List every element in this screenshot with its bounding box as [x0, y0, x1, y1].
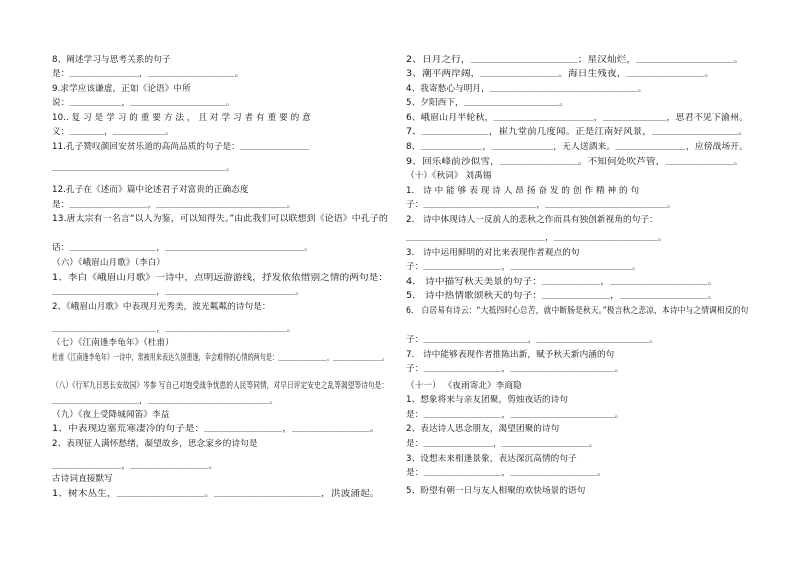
section-9-q2-prompt: 2、表现征人满怀愁绪，凝望故乡，思念家乡的诗句是: [52, 439, 258, 449]
section-10-q2-prompt: 2． 诗中体现诗人一反前人的悲秋之作而具有独创新视角的句子：: [406, 215, 658, 225]
question-9-blank: 说：＿＿＿＿＿＿，＿＿＿＿＿＿＿＿＿＿＿。: [52, 98, 235, 108]
section-9-heading: （九）《夜上受降城闻笛》李益: [52, 410, 170, 420]
recitation-q2: 2、日月之行，＿＿＿＿＿＿＿＿＿＿＿；星汉灿烂，＿＿＿＿＿＿＿＿＿＿。: [406, 55, 744, 65]
section-10-heading: （十）《秋词》 刘禹锡: [406, 171, 492, 181]
section-10-q1-prompt: 1． 诗 中 能 够 表 现 诗 人 昂 扬 奋 发 的 创 作 精 神 的 句: [406, 186, 640, 196]
question-11-blank: ＿＿＿＿＿＿＿＿＿＿＿＿＿＿＿＿＿＿＿＿。: [52, 163, 235, 173]
section-7-heading: （七）《江南逢李龟年》（杜甫）: [52, 338, 174, 348]
question-10-prompt: 10.. 复 习 是 学 习 的 重 要 方 法 ， 且 对 学 习 者 有 重 要 的 意: [52, 113, 311, 123]
section-10-q4: 4． 诗中描写秋天美景的句子：＿＿＿＿＿＿，＿＿＿＿＿＿＿＿＿＿。: [406, 277, 718, 287]
section-11-q1-prompt: 1、想象将来与亲友团聚，剪烛夜话的诗句: [406, 395, 569, 405]
section-10-q3-blank: 子：＿＿＿＿＿＿＿＿＿，＿＿＿＿＿＿＿＿＿＿＿＿＿＿。: [406, 262, 641, 272]
section-11-q2-blank: 是：＿＿＿＿＿＿＿＿，＿＿＿＿＿＿＿＿＿＿。: [406, 439, 598, 449]
question-11-prompt: 11.孔子赞叹颜回安贫乐道的高尚品质的句子是：＿＿＿＿＿＿＿＿: [52, 142, 310, 152]
section-11-q1-blank: 是：＿＿＿＿＿＿＿＿＿，＿＿＿＿＿＿＿＿＿＿＿＿。: [406, 410, 624, 420]
section-9-q2-blank: ＿＿＿＿＿＿＿＿，＿＿＿＿＿＿＿＿＿。: [52, 461, 218, 471]
section-6-q2-blank: ＿＿＿＿＿＿＿＿＿＿＿＿，＿＿＿＿＿＿＿＿＿＿＿＿＿＿。: [52, 324, 296, 334]
question-12-prompt: 12.孔子在《述而》篇中论述君子对富贵的正确态度: [52, 185, 249, 195]
section-11-q5-prompt: 5、盼望有朝一日与友人相聚的欢快场景的语句: [406, 486, 586, 496]
section-10-q6-blank: 子：＿＿＿＿＿＿＿＿＿＿＿＿，＿＿＿＿＿＿＿＿＿＿＿＿＿。: [406, 335, 659, 345]
question-10-blank: 义：＿＿＿＿，＿＿＿＿＿＿。: [52, 127, 174, 137]
section-11-q3-prompt: 3、设想未来相逢景象，表达深沉高情的句子: [406, 454, 577, 464]
section-7-question: 杜甫《江南逢李龟年》一诗中，常被用来表达久别重逢，幸会难得的心情的两句是：＿＿＿＿＿＿＿＿，＿＿＿＿＿＿＿＿。: [52, 353, 389, 363]
question-13-blank: 话：＿＿＿＿＿＿＿＿＿＿，＿＿＿＿＿＿＿＿＿＿＿＿＿＿＿＿。: [52, 243, 313, 253]
section-6-heading: （六）《峨眉山月歌》（李白）: [52, 258, 166, 268]
question-13-prompt: 13.唐太宗有一名言“以人为鉴，可以知得失。”由此我们可以联想到《论语》中孔子的: [52, 214, 388, 224]
question-8-prompt: 8、阐述学习与思考关系的句子: [52, 55, 171, 65]
section-6-q1-prompt: 1、李白《峨眉山月歌》一诗中，点明远游游线，抒发依依惜别之情的两句是：: [52, 273, 389, 283]
section-10-q5: 5． 诗中热情歌颂秋天的句子：＿＿＿＿＿＿＿，＿＿＿＿＿＿＿＿＿。: [406, 291, 718, 301]
question-8-blank: 是：＿＿＿＿＿＿＿＿，＿＿＿＿＿＿＿＿＿＿。: [52, 69, 244, 79]
recitation-heading: 古诗词直接默写: [52, 474, 113, 484]
section-8-blank: ＿＿＿＿＿＿＿＿＿＿，＿＿＿＿＿＿＿＿＿＿＿＿＿＿。: [52, 396, 279, 406]
section-10-q1-blank: 子：＿＿＿＿＿＿＿＿＿＿＿＿＿，＿＿＿＿＿＿＿＿＿＿＿＿＿＿。: [406, 200, 676, 210]
section-8-question: （八）《行军九日思长安故园》岑参 写自己对饱受战争忧患的人民等同情，对早日评定安史之乱等渴望等诗句是：: [52, 381, 389, 391]
recitation-q4: 4、我寄愁心与明月，＿＿＿＿＿＿＿＿＿＿＿＿＿＿＿＿＿。: [406, 84, 647, 94]
section-10-q3-prompt: 3． 诗中运用鲜明的对比来表现作者观点的句: [406, 248, 580, 258]
recitation-q3: 3、潮平两岸阔，＿＿＿＿＿＿＿＿。海日生残夜，＿＿＿＿＿＿＿＿。: [406, 69, 715, 79]
recitation-q8: 8、＿＿＿＿＿＿＿，＿＿＿＿＿＿＿，无人送酒来。＿＿＿＿＿＿＿＿，应傍战场开。: [406, 142, 748, 152]
section-6-q1-blank: ＿＿＿＿＿＿＿＿＿＿＿＿，＿＿＿＿＿＿＿＿＿＿＿＿＿＿＿。: [52, 287, 305, 297]
section-11-q3-blank: 是：＿＿＿＿＿＿＿＿＿，＿＿＿＿＿＿＿＿＿＿。: [406, 468, 606, 478]
recitation-q9: 9、回乐峰前沙似雪，＿＿＿＿＿＿＿＿。不知何处吹芦管，＿＿＿＿＿＿＿。: [406, 157, 744, 167]
section-9-q1: 1、中表现边塞荒寒凄冷的句子是：＿＿＿＿＿＿＿＿，＿＿＿＿＿＿＿＿。: [52, 424, 380, 434]
section-11-q2-prompt: 2、表达诗人思念朋友，渴望团聚的诗句: [406, 424, 560, 434]
section-10-q2-blank: ＿＿＿＿＿＿＿＿＿＿＿＿＿＿＿＿，＿＿＿＿＿＿＿＿＿＿＿＿。: [406, 233, 667, 243]
recitation-q1: 1、树木丛生，＿＿＿＿＿＿＿＿＿。＿＿＿＿＿＿＿＿＿＿＿，洪波涌起。: [52, 489, 380, 499]
question-9-prompt: 9.求学应该谦虚，正如《论语》中所: [52, 84, 191, 94]
recitation-q5: 5、夕阳西下，＿＿＿＿＿＿＿＿＿＿＿。: [406, 98, 569, 108]
section-6-q2-prompt: 2、《峨眉山月歌》中表现月光秀美，波光粼粼的诗句是：: [52, 302, 271, 312]
recitation-q6: 6、峨眉山月半轮秋，＿＿＿＿＿＿＿＿＿＿＿，＿＿＿＿＿＿＿，思君不见下渝州。: [406, 113, 749, 123]
section-11-heading: （十一） 《夜雨寄北》李商隐: [406, 381, 522, 391]
section-10-q7-prompt: 7． 诗中能够表现作者推陈出新，赋予秋天新内涵的句: [406, 350, 615, 360]
question-12-blank: 是：＿＿＿＿＿＿＿＿＿，＿＿＿＿＿＿＿＿＿＿＿＿＿＿＿。: [52, 200, 296, 210]
section-10-q6-prompt: 6． 白居易有诗云：“大抵四时心总苦，就中断肠是秋天。”极言秋之悲凉，本诗中与之情调相反的句: [406, 306, 749, 316]
section-10-q7-blank: 子：＿＿＿＿＿＿＿＿＿，＿＿＿＿＿＿＿＿＿＿＿＿。: [406, 364, 624, 374]
recitation-q7: 7、＿＿＿＿＿＿＿，崔九堂前几度闻。正是江南好风景，＿＿＿＿＿＿＿＿＿。: [406, 127, 748, 137]
